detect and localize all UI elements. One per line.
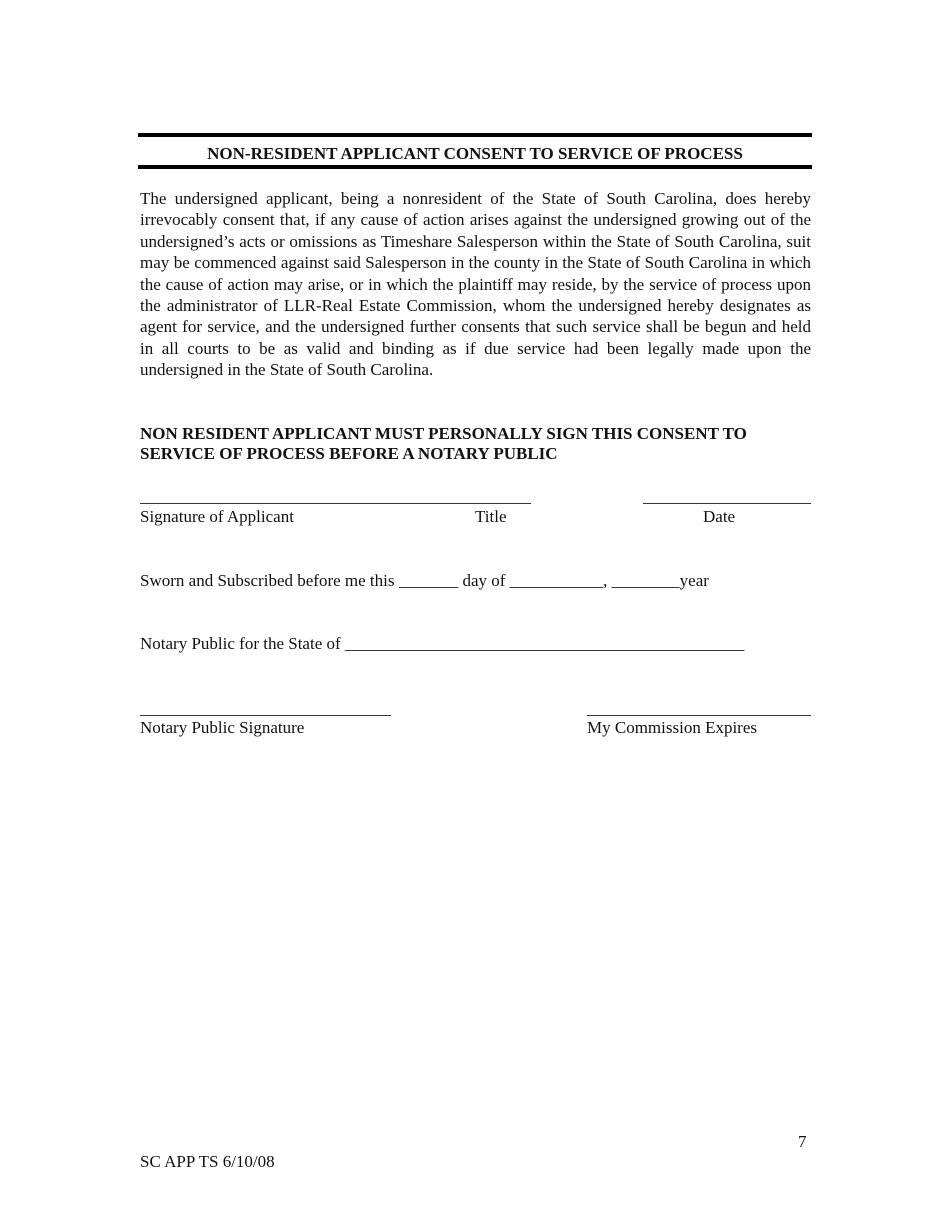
title-block (138, 133, 812, 169)
notary-signature-label: Notary Public Signature (140, 718, 305, 737)
title-label: Title (475, 507, 507, 526)
document-title: NON-RESIDENT APPLICANT CONSENT TO SERVICE OF PROCESS (207, 144, 743, 163)
commission-expires-label: My Commission Expires (587, 718, 758, 737)
signing-notice-line-1: NON RESIDENT APPLICANT MUST PERSONALLY SIGN THIS CONSENT TO (140, 424, 747, 443)
signature-of-applicant-label: Signature of Applicant (140, 507, 294, 526)
notary-state-line: Notary Public for the State of _______________________________________________ (140, 634, 745, 653)
signing-notice-line-2: SERVICE OF PROCESS BEFORE A NOTARY PUBLIC (140, 444, 558, 463)
consent-paragraph: The undersigned applicant, being a nonresident of the State of South Carolina, does hereby irrevocably consent that, if any cause of action arises against the undersigned growing out of the undersigned’s acts or omissions as Timeshare Salesperson within the State of South Carolina, suit may be commenced against said Salesperson in the county in the State of South Carolina in which the cause of action may arise, or in which the plaintiff may reside, by the service of process upon the administrator of LLR-Real Estate Commission, whom the undersigned hereby designates as agent for service, and the undersigned further consents that such service shall be begun and held in all courts to be as valid and binding as if due service had been legally made upon the undersigned in the State of South Carolina. (140, 189, 811, 380)
date-label: Date (703, 507, 736, 526)
signing-notice (140, 424, 820, 464)
date-line[interactable] (643, 503, 811, 504)
form-identifier: SC APP TS 6/10/08 (140, 1152, 275, 1171)
sworn-subscribed-line: Sworn and Subscribed before me this _______ day of ___________, ________year (140, 571, 709, 590)
applicant-signature-line[interactable] (140, 503, 531, 504)
commission-expires-line[interactable] (587, 715, 811, 716)
notary-signature-line[interactable] (140, 715, 391, 716)
page-number: 7 (798, 1132, 807, 1151)
